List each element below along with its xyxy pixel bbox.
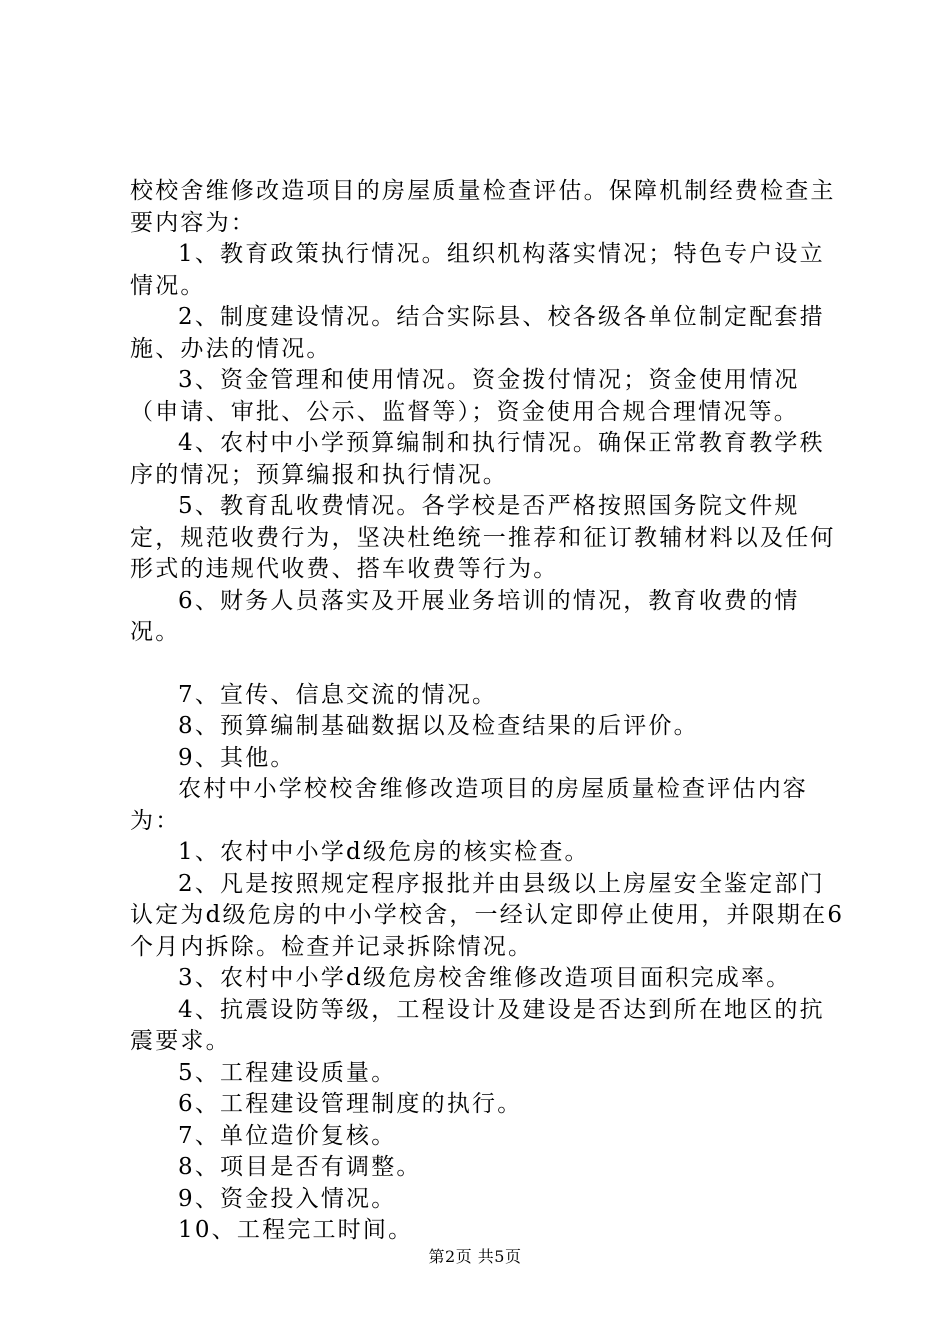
page-number-footer: 第2页 共5页 <box>428 1247 522 1266</box>
paragraph-item-9: 9、其他。 <box>178 744 296 771</box>
paragraph-check-4: 4、抗震设防等级，工程设计及建设是否达到所在地区的抗震要求。 <box>130 996 825 1054</box>
paragraph-item-1: 1、教育政策执行情况。组织机构落实情况；特色专户设立情况。 <box>130 241 825 299</box>
paragraph-section-heading: 农村中小学校校舍维修改造项目的房屋质量检查评估内容为： <box>130 776 808 834</box>
paragraph-item-7: 7、宣传、信息交流的情况。 <box>178 681 498 708</box>
paragraph-item-4: 4、农村中小学预算编制和执行情况。确保正常教育教学秩序的情况；预算编报和执行情况。 <box>130 430 825 488</box>
paragraph-check-8: 8、项目是否有调整。 <box>178 1154 422 1180</box>
paragraph-check-6: 6、工程建设管理制度的执行。 <box>178 1091 523 1117</box>
document-body <box>130 176 850 1247</box>
paragraph-check-3: 3、农村中小学d级危房校舍维修改造项目面积完成率。 <box>178 965 792 991</box>
paragraph-item-5: 5、教育乱收费情况。各学校是否严格按照国务院文件规定，规范收费行为，坚决杜绝统一推荐和征订教辅材料以及任何形式的违规代收费、搭车收费等行为。 <box>130 493 836 582</box>
paragraph-item-2: 2、制度建设情况。结合实际县、校各级各单位制定配套措施、办法的情况。 <box>130 304 825 362</box>
paragraph-check-7: 7、单位造价复核。 <box>178 1122 397 1149</box>
paragraph-check-9: 9、资金投入情况。 <box>178 1185 397 1212</box>
paragraph-item-6: 6、财务人员落实及开展业务培训的情况，教育收费的情况。 <box>130 587 800 645</box>
paragraph-check-5: 5、工程建设质量。 <box>178 1059 397 1086</box>
paragraph-item-3: 3、资金管理和使用情况。资金拨付情况；资金使用情况（申请、审批、公示、监督等）；资金使用合规合理情况等。 <box>130 367 800 425</box>
paragraph-item-8: 8、预算编制基础数据以及检查结果的后评价。 <box>178 713 699 739</box>
paragraph-check-1: 1、农村中小学d级危房的核实检查。 <box>178 839 590 865</box>
paragraph-check-10: 10、工程完工时间。 <box>178 1217 414 1243</box>
paragraph-intro: 校校舍维修改造项目的房屋质量检查评估。保障机制经费检查主要内容为： <box>130 178 836 236</box>
paragraph-check-2: 2、凡是按照规定程序报批并由县级以上房屋安全鉴定部门认定为d级危房的中小学校舍，一经认定即停止使用，并限期在6个月内拆除。检查并记录拆除情况。 <box>130 870 845 960</box>
